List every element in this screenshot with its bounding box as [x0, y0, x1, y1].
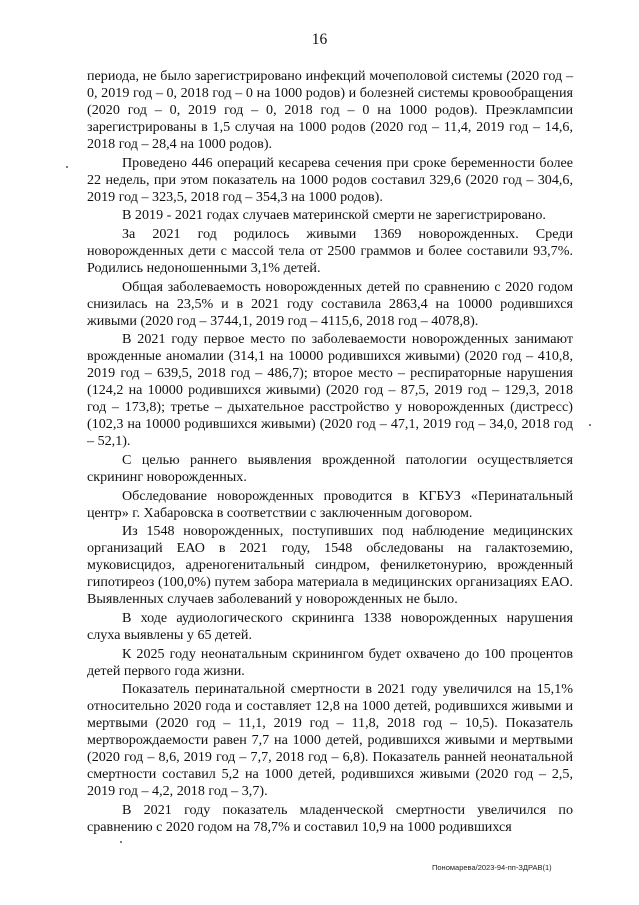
paragraph-neonatal-screening: Из 1548 новорожденных, поступивших под наблюдение медицинских организаций ЕАО в 2021 году, 1548 обследованы на галактоземию, муковисцидоз, адреногенитальный синдром, фенилкетонурию, врожденный гипотиреоз (100,0%) путем забора материала в медицинских организациях ЕАО. Выявленных случаев заболеваний у новорожденных не было. — [87, 523, 573, 608]
page-number: 16 — [311, 31, 328, 48]
scan-dot-mark — [66, 166, 68, 168]
document-body — [87, 68, 573, 838]
paragraph-screening-target: К 2025 году неонатальным скринингом будет охвачено до 100 процентов детей первого года жизни. — [87, 645, 573, 679]
paragraph-audiology-screening: В ходе аудиологического скрининга 1338 новорожденных нарушения слуха выявлены у 65 детей. — [87, 609, 573, 643]
paragraph-newborn-morbidity: Общая заболеваемость новорожденных детей по сравнению с 2020 годом снизилась на 23,5% и в 2021 году составила 2863,4 на 10000 родившихся живыми (2020 год – 3744,1, 2019 год – 4115,6, 2018 год – 4078,8). — [87, 278, 573, 329]
paragraph-maternal-mortality: В 2019 - 2021 годах случаев материнской смерти не зарегистрировано. — [122, 207, 546, 224]
paragraph-perinatal-center: Обследование новорожденных проводится в КГБУЗ «Перинатальный центр» г. Хабаровска в соответствии с заключенным договором. — [87, 487, 573, 521]
paragraph-births: За 2021 год родилось живыми 1369 новорожденных. Среди новорожденных дети с массой тела от 2500 граммов и более составили 93,7%. Родились недоношенными 3,1% детей. — [87, 225, 573, 277]
paragraph-perinatal-mortality: Показатель перинатальной смертности в 2021 году увеличился на 15,1% относительно 2020 года и составляет 12,8 на 1000 детей, родившихся живыми и мертвыми (2020 год – 11,1, 2019 год – 11,8, 2018 год – 10,5). Показатель мертворождаемости равен 7,7 на 1000 детей, родившихся живыми и мертвыми (2020 год – 8,6, 2019 год – 7,7, 2018 год – 6,8). Показатель ранней неонатальной смертности составил 5,2 на 1000 детей, родившихся живыми (2020 год – 2,5, 2019 год – 4,2, 2018 год – 3,7). — [87, 681, 573, 800]
document-footer-code: Пономарева/2023-94-пп-ЗДРАВ(1) — [432, 863, 552, 872]
scan-dot-mark — [589, 424, 591, 426]
paragraph-infant-mortality: В 2021 году показатель младенческой смертности увеличился по сравнению с 2020 годом на 78,7% и составил 10,9 на 1000 родившихся — [87, 801, 573, 836]
paragraph-screening-purpose: С целью раннего выявления врожденной патологии осуществляется скрининг новорожденных. — [87, 452, 573, 486]
paragraph-caesarean-sections: Проведено 446 операций кесарева сечения при сроке беременности более 22 недель, при этом показатель на 1000 родов составил 329,6 (2020 год – 304,6, 2019 год – 323,5, 2018 год – 354,3 на 1000 родов). — [87, 154, 573, 205]
scan-dot-mark — [120, 841, 122, 843]
paragraph-reproductive-infections: периода, не было зарегистрировано инфекций мочеполовой системы (2020 год – 0, 2019 год – 0, 2018 год – 0 на 1000 родов) и болезней системы кровообращения (2020 год – 0, 2019 год – 0, 2018 год – 0 на 1000 родов). Преэклампсии зарегистрированы в 1,5 случая на 1000 родов (2020 год – 11,4, 2019 год – 14,6, 2018 год – 28,4 на 1000 родов). — [87, 68, 573, 153]
paragraph-morbidity-ranking: В 2021 году первое место по заболеваемости новорожденных занимают врожденные аномалии (314,1 на 10000 родившихся живыми) (2020 год – 410,8, 2019 год – 639,5, 2018 год – 486,7); второе место – респираторные нарушения (124,2 на 10000 родившихся живыми) (2020 год – 87,5, 2019 год – 129,3, 2018 год – 173,8); третье – дыхательное расстройство у новорожденных (дистресс) (102,3 на 10000 родившихся живыми) (2020 год – 47,1, 2019 год – 34,0, 2018 год – 52,1). — [87, 331, 573, 450]
